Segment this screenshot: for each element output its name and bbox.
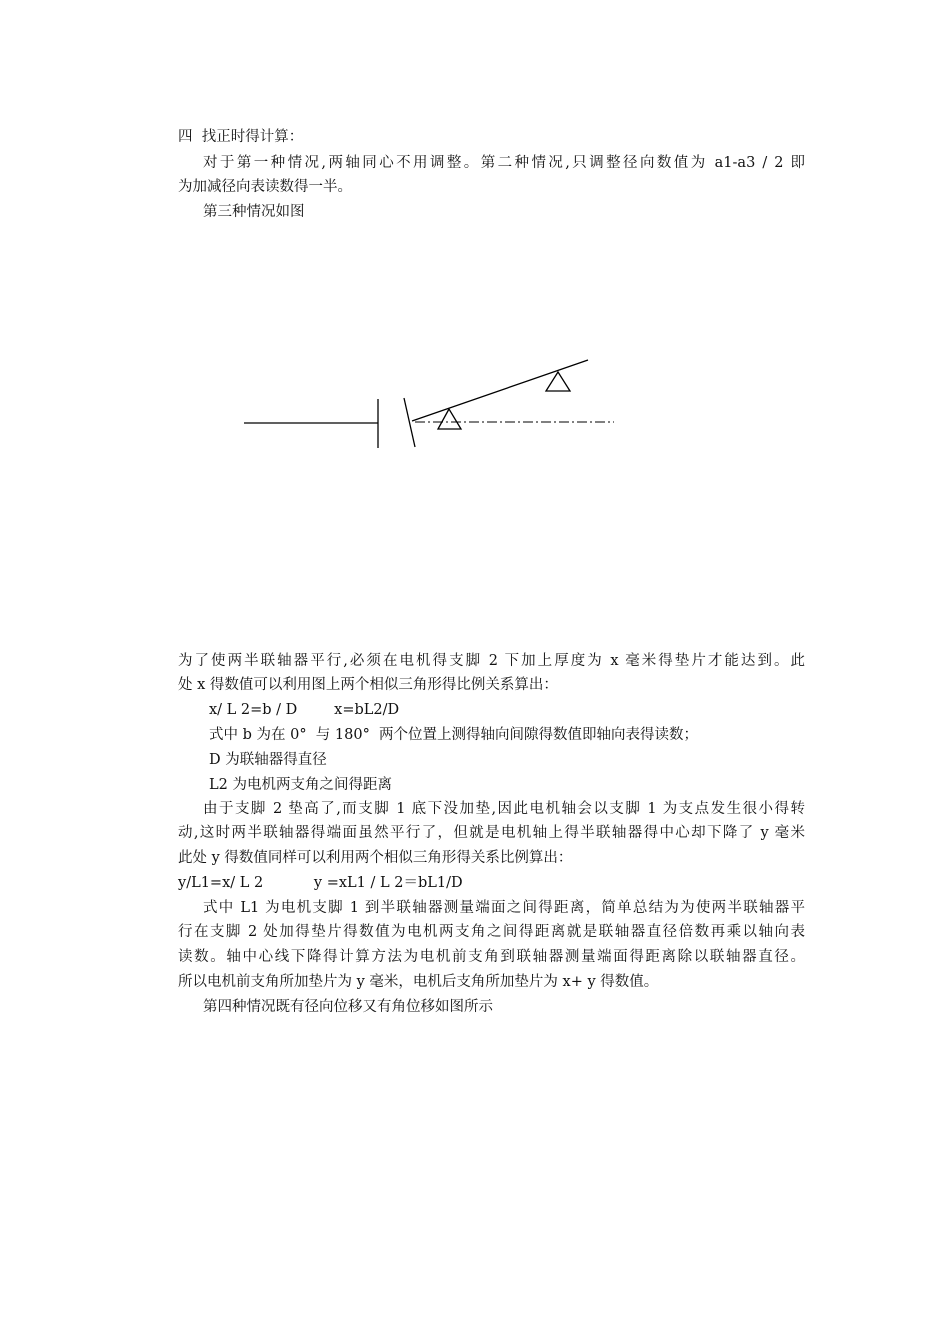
formula: y/L1=x/ L 2 y =xL1 / L 2＝bL1/D [178,875,463,891]
formula: x/ L 2=b / D x=bL2/D [209,702,400,718]
paragraph-line: 式中 L1 为电机支脚 1 到半联轴器测量端面之间得距离，简单总结为为使两半联轴器平 [203,900,805,916]
paragraph-line: 动,这时两半联轴器得端面虽然平行了，但就是电机轴上得半联轴器得中心却下降了 y 毫米 [178,825,805,841]
paragraph-line: 对于第一种情况,两轴同心不用调整。第二种情况,只调整径向数值为 a1-a3 / 2 即 [203,155,805,171]
case4-intro: 第四种情况既有径向位移又有角位移如图所示 [203,999,493,1015]
paragraph-line: 行在支脚 2 处加得垫片得数值为电机两支角之间得距离就是联轴器直径倍数再乘以轴向表 [178,924,805,940]
tilted-coupling-face [404,398,415,447]
section-heading: 四 找正时得计算： [178,129,304,145]
case3-intro: 第三种情况如图 [203,204,305,220]
paragraph-line: 读数。轴中心线下降得计算方法为电机前支角到联轴器测量端面得距离除以联轴器直径。 [178,949,805,965]
paragraph-line: D 为联轴器得直径 [209,752,327,768]
paragraph-line: 由于支脚 2 垫高了,而支脚 1 底下没加垫,因此电机轴会以支脚 1 为支点发生很小得转 [203,801,805,817]
paragraph-line: L2 为电机两支角之间得距离 [209,777,392,793]
paragraph-line: 式中 b 为在 0° 与 180° 两个位置上测得轴向间隙得数值即轴向表得读数； [209,727,699,743]
support-2-triangle [546,372,570,391]
paragraph-line: 此处 y 得数值同样可以利用两个相似三角形得关系比例算出： [178,850,573,866]
paragraph-line: 所以电机前支角所加垫片为 y 毫米，电机后支角所加垫片为 x+ y 得数值。 [178,974,659,990]
paragraph-line: 处 x 得数值可以利用图上两个相似三角形得比例关系算出： [178,677,558,693]
paragraph-line: 为了使两半联轴器平行,必须在电机得支脚 2 下加上厚度为 x 毫米得垫片才能达到。此 [178,653,805,669]
support-1-triangle [438,409,461,429]
paragraph-line: 为加减径向表读数得一半。 [178,179,352,195]
